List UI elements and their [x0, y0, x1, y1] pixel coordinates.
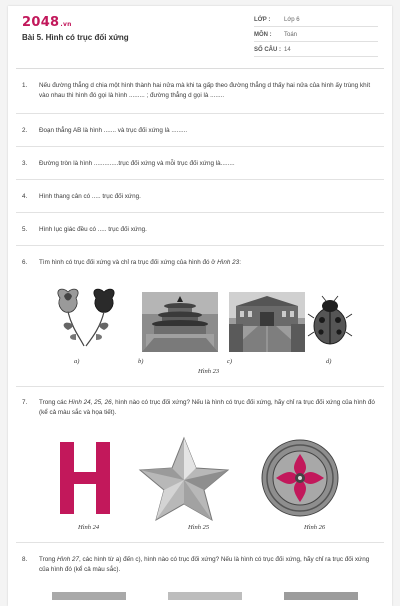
figure-23	[46, 284, 354, 380]
figure-27b-preview	[168, 592, 242, 600]
worksheet-page	[8, 6, 392, 606]
figure-label-a: a)	[74, 358, 80, 365]
figure-label-d: d)	[326, 358, 332, 365]
temple-photo	[142, 292, 218, 352]
meta-count-label: SỐ CÂU :	[254, 47, 281, 53]
star-shape	[140, 438, 228, 520]
divider	[16, 113, 384, 114]
question-number: 3.	[22, 160, 28, 167]
figures-24-25-26	[46, 434, 366, 524]
brand-name: 2048	[22, 15, 60, 30]
text-part: , hình nào có trục đối xứng? Nếu là hình có trục đối xứng, hãy chỉ ra trục đối xứng của hình đó (kể cả màu sắc và họa tiết).	[39, 399, 375, 416]
figure-reference: Hình 23	[217, 259, 240, 266]
question-number: 6.	[22, 259, 28, 266]
letter-h-shape	[60, 442, 110, 514]
figure-caption: Hình 23	[198, 368, 220, 375]
text-part: Trong các	[39, 399, 69, 406]
meta-subject-label: MÔN :	[254, 32, 272, 38]
divider	[254, 26, 378, 27]
question-number: 4.	[22, 193, 28, 200]
question-number: 5.	[22, 226, 28, 233]
brand-suffix: .vn	[60, 21, 72, 28]
question-number: 8.	[22, 556, 28, 563]
question-number: 7.	[22, 399, 28, 406]
divider	[16, 386, 384, 387]
figure-27a-preview	[52, 592, 126, 600]
text-part: Tìm hình có trục đối xứng và chỉ ra trục đối xứng của hình đó ở	[39, 259, 218, 266]
question-text: Hình thang cân có ..... trục đối xứng.	[39, 193, 141, 200]
question-text: Nếu đường thẳng d chia một hình thành hai nửa mà khi ta gấp theo đường thẳng d thấy hai nửa của hình ấy trùng khít vào nhau thì hình đó gọi là hình ......... ; đường thẳng d gọi là ........	[39, 82, 371, 99]
figure-27c-preview	[284, 592, 358, 600]
meta-grade-value: Lớp 6	[284, 17, 300, 23]
question-number: 1.	[22, 82, 28, 89]
question-text: Đường tròn là hình ..............trục đối xứng và mỗi trục đối xứng là........	[39, 160, 235, 167]
divider	[254, 56, 378, 57]
question-text: Đoạn thẳng AB là hình ....... và trục đối xứng là .........	[39, 127, 188, 134]
figure-27-preview	[46, 590, 366, 600]
ornament-disc-shape	[262, 440, 338, 516]
brand-logo[interactable]	[22, 15, 72, 30]
rose-pair-image	[58, 289, 114, 346]
figure-label-c: c)	[227, 358, 233, 365]
divider	[16, 245, 384, 246]
divider	[16, 542, 384, 543]
divider	[254, 41, 378, 42]
question-text	[39, 258, 381, 268]
text-part: :	[239, 259, 241, 266]
meta-subject-value: Toán	[284, 32, 298, 38]
figure-reference: Hình 27	[56, 556, 80, 563]
worksheet-header	[8, 6, 392, 68]
question-text	[39, 555, 381, 575]
lesson-title: Bài 5. Hình có trục đối xứng	[22, 33, 129, 42]
meta-grade-label: LỚP :	[254, 17, 271, 23]
header-divider	[16, 68, 384, 69]
divider	[16, 179, 384, 180]
question-number: 2.	[22, 127, 28, 134]
text-part: , các hình từ a) đến c), hình nào có trục đối xứng? Nếu là hình có trục đối xứng, hãy chỉ ra trục đối xứng của hình đó (kể cả màu sắc).	[39, 556, 370, 573]
question-text: Hình lục giác đều có ..... trục đối xứng.	[39, 226, 147, 233]
figure-caption-24: Hình 24	[78, 524, 100, 531]
text-part: Trong	[39, 556, 57, 563]
question-text	[39, 398, 381, 418]
figure-reference: Hình 24, 25, 26	[68, 399, 112, 406]
figure-caption-26: Hình 26	[304, 524, 326, 531]
divider	[16, 212, 384, 213]
palace-photo	[229, 292, 305, 352]
figure-label-b: b)	[138, 358, 144, 365]
figure-caption-25: Hình 25	[188, 524, 210, 531]
divider	[16, 146, 384, 147]
meta-count-value: 14	[284, 47, 291, 53]
ladybug-image	[308, 296, 352, 344]
